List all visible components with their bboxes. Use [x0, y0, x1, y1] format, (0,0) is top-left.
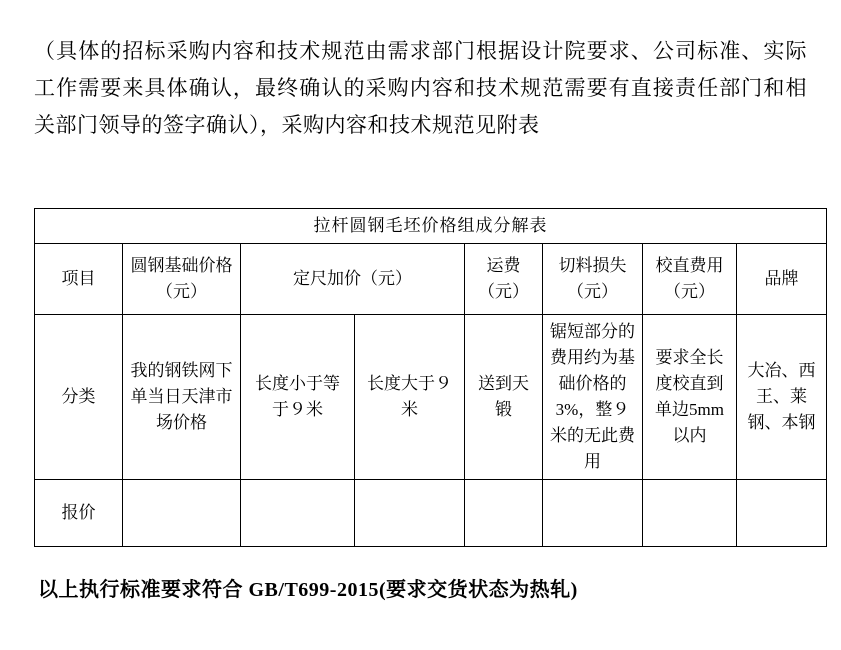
table-row-header: [35, 244, 827, 315]
quote-length-gt-9m[interactable]: [355, 480, 465, 547]
cell-base-price: 我的钢铁网下单当日天津市场价格: [123, 315, 241, 480]
intro-paragraph: （具体的招标采购内容和技术规范由需求部门根据设计院要求、公司标准、实际工作需要来具体确认，最终确认的采购内容和技术规范需要有直接责任部门和相关部门领导的签字确认），采购内容和技术规范见附表: [34, 39, 807, 137]
table-row: [35, 480, 827, 547]
price-breakdown-table: [34, 208, 827, 547]
header-item: 项目: [35, 244, 123, 315]
quote-cutting-loss[interactable]: [543, 480, 643, 547]
footer-note: 以上执行标准要求符合 GB/T699-2015(要求交货状态为热轧): [38, 579, 578, 601]
header-straightening-fee: 校直费用（元）: [643, 244, 737, 315]
header-brand: 品牌: [737, 244, 827, 315]
cell-freight: 送到天锻: [465, 315, 543, 480]
price-table-container: [34, 208, 816, 547]
cell-length-gt-9m: 长度大于９米: [355, 315, 465, 480]
table-row-title: [35, 209, 827, 244]
row-label-category: 分类: [35, 315, 123, 480]
table-title: 拉杆圆钢毛坯价格组成分解表: [35, 209, 827, 244]
cell-brand: 大冶、西王、莱钢、本钢: [737, 315, 827, 480]
table-row: [35, 315, 827, 480]
quote-straightening-fee[interactable]: [643, 480, 737, 547]
cell-length-le-9m: 长度小于等于９米: [241, 315, 355, 480]
cell-cutting-loss: 锯短部分的费用约为基础价格的3%，整９米的无此费用: [543, 315, 643, 480]
header-cutting-loss: 切料损失（元）: [543, 244, 643, 315]
quote-brand[interactable]: [737, 480, 827, 547]
quote-length-le-9m[interactable]: [241, 480, 355, 547]
cell-straightening-fee: 要求全长度校直到单边5mm以内: [643, 315, 737, 480]
quote-base-price[interactable]: [123, 480, 241, 547]
row-label-quote: 报价: [35, 480, 123, 547]
header-fixed-length-surcharge: 定尺加价（元）: [241, 244, 465, 315]
document-page: [0, 21, 841, 650]
header-freight: 运费（元）: [465, 244, 543, 315]
quote-freight[interactable]: [465, 480, 543, 547]
header-base-price: 圆钢基础价格（元）: [123, 244, 241, 315]
